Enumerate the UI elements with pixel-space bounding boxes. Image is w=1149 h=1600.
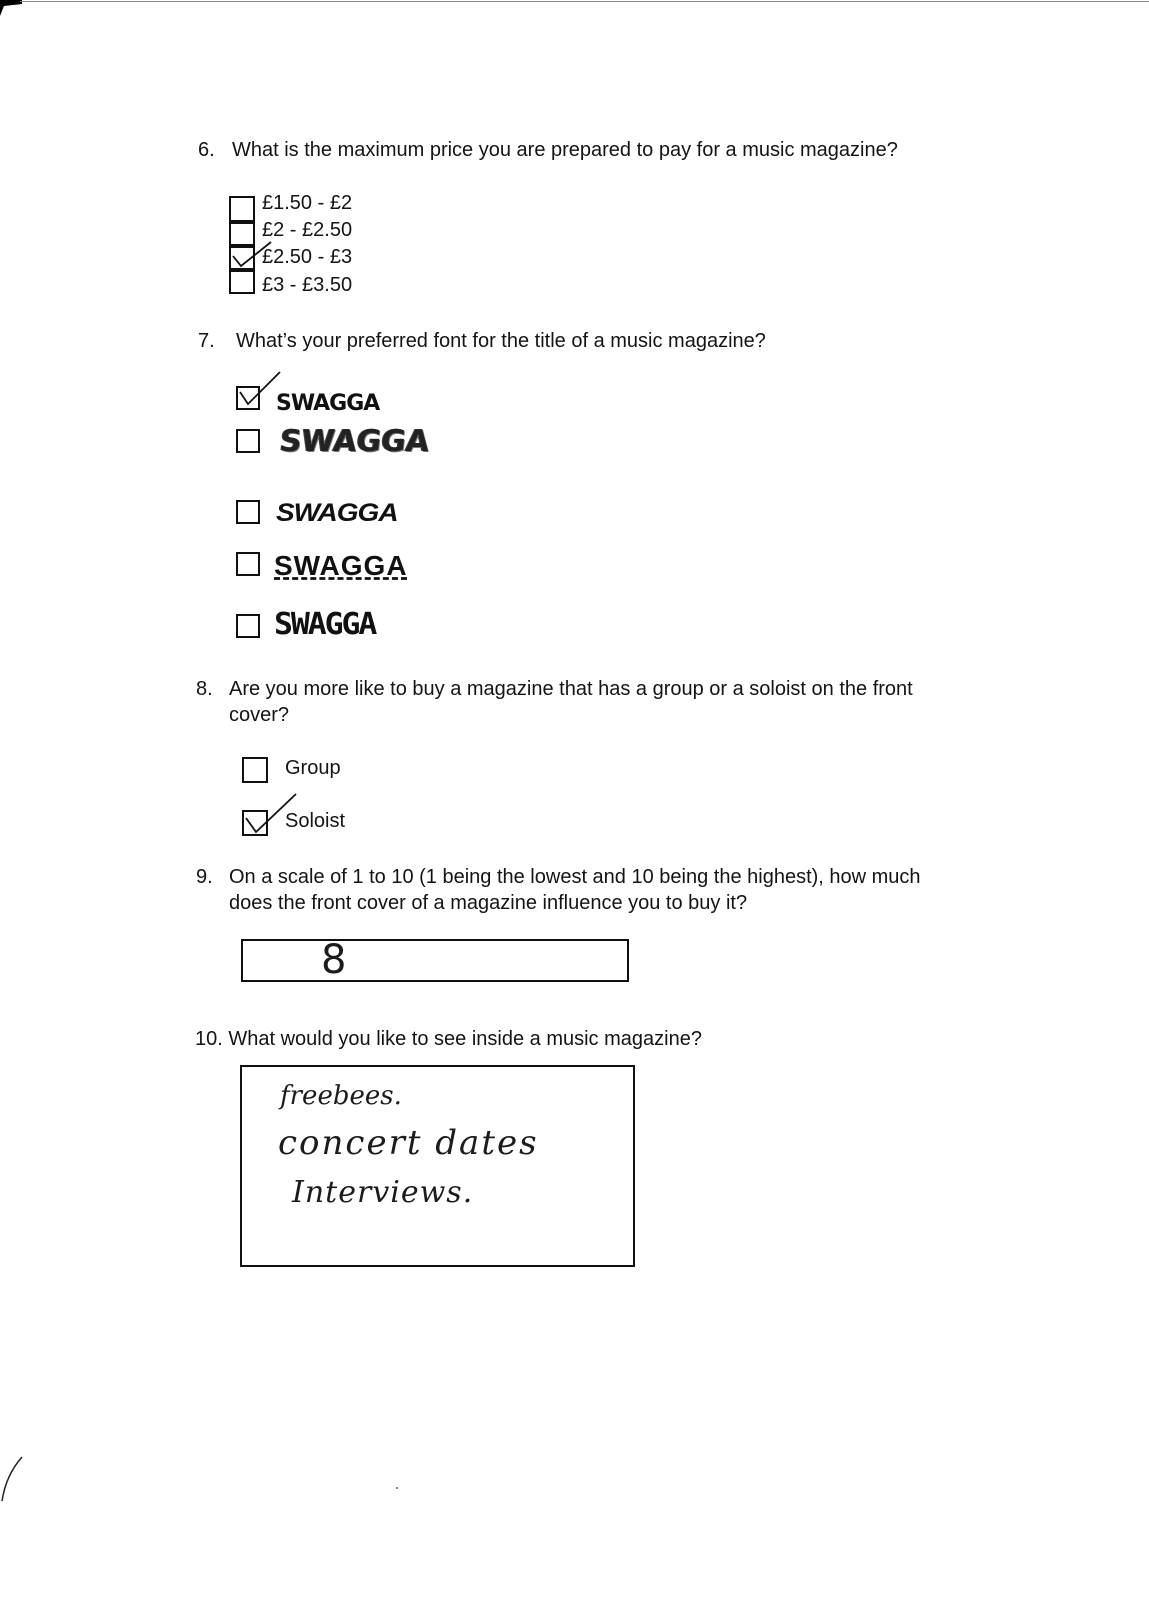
- question-6: [198, 137, 958, 163]
- question-text: What is the maximum price you are prepared to pay for a music magazine?: [232, 139, 898, 161]
- q6-option-label: £3 - £3.50: [262, 274, 353, 296]
- q10-answer-line: Interviews.: [292, 1175, 474, 1210]
- q7-checkbox-3[interactable]: [236, 500, 260, 524]
- question-text: What would you like to see inside a music magazine?: [228, 1028, 702, 1050]
- q10-answer-field[interactable]: [240, 1065, 635, 1267]
- question-9: [196, 864, 956, 916]
- q6-option-label: £2 - £2.50: [262, 219, 353, 241]
- q7-checkbox-2[interactable]: [236, 429, 260, 453]
- q10-answer-line: concert dates: [278, 1123, 539, 1163]
- q7-font-sample-italic-bold: SWAGGA: [276, 498, 398, 527]
- q8-option-label-group: Group: [285, 757, 341, 779]
- q6-option-label: £2.50 - £3: [262, 246, 353, 268]
- question-number: 9.: [196, 866, 213, 888]
- question-number: 6.: [198, 139, 215, 161]
- question-text: What’s your preferred font for the title of a music magazine?: [236, 330, 766, 352]
- question-number: 8.: [196, 678, 213, 700]
- scan-corner-mark: [0, 0, 40, 20]
- q7-font-sample-striped: SWAGGA: [274, 550, 408, 581]
- question-text-line-2: cover?: [229, 704, 290, 726]
- q7-font-sample-distressed: SWAGGA: [278, 424, 431, 459]
- q7-checkbox-4[interactable]: [236, 552, 260, 576]
- q6-checkbox-4[interactable]: [229, 270, 255, 294]
- q9-handwritten-answer: 8: [321, 937, 347, 983]
- question-text-line-1: On a scale of 1 to 10 (1 being the lowest and 10 being the highest), how much: [229, 866, 921, 888]
- question-text-line-2: does the front cover of a magazine influence you to buy it?: [229, 892, 748, 914]
- q6-option-label: £1.50 - £2: [262, 192, 353, 214]
- scan-top-edge-line: [20, 1, 1149, 2]
- q6-checkbox-1[interactable]: [229, 196, 255, 222]
- q6-option-list: [229, 192, 429, 296]
- q8-option-label-soloist: Soloist: [285, 810, 346, 832]
- question-10: [195, 1026, 955, 1052]
- q8-checkbox-group[interactable]: [242, 757, 268, 783]
- question-7: [198, 328, 958, 354]
- question-number: 7.: [198, 330, 215, 352]
- q7-font-sample-block: SWAGGA: [274, 607, 376, 642]
- scan-edge-mark: [0, 1455, 30, 1505]
- scan-speck: [396, 1487, 398, 1489]
- question-text-line-1: Are you more like to buy a magazine that has a group or a soloist on the front: [229, 678, 913, 700]
- question-8: [196, 676, 956, 728]
- q7-font-sample-rounded: swagga: [276, 380, 380, 418]
- q7-checkbox-5[interactable]: [236, 614, 260, 638]
- question-number: 10.: [195, 1028, 223, 1050]
- q9-answer-field[interactable]: [241, 939, 629, 982]
- q10-answer-line: freebees.: [280, 1081, 402, 1111]
